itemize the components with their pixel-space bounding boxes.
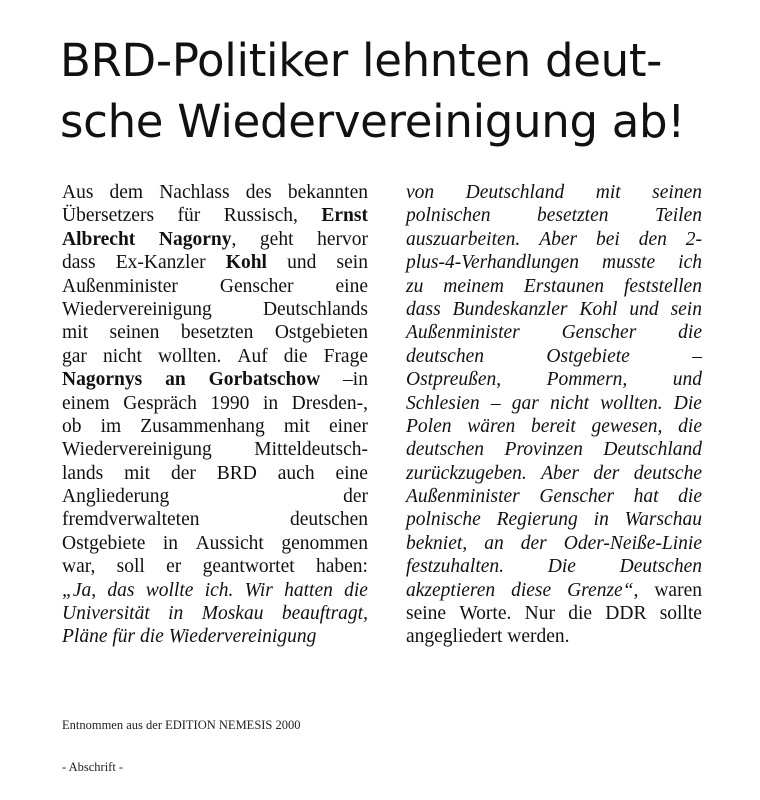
right-column-line: polnischen besetzten Teilen (406, 205, 702, 227)
transcript-note: - Abschrift - (62, 760, 124, 774)
left-column-line: fremdverwalteten deutschen (62, 509, 368, 531)
right-column-line: seine Worte. Nur die DDR sollte (406, 603, 702, 625)
article-column-left (62, 181, 368, 649)
right-column-line: Außenminister Genscher hat die (406, 486, 702, 508)
left-column-line: mit seinen besetzten Ostgebieten (62, 322, 368, 344)
left-column-line: Wiedervereinigung Mitteldeutsch- (62, 439, 368, 461)
right-column-line: Ostpreußen, Pommern, und (406, 369, 702, 391)
left-column-line: Pläne für die Wiedervereinigung (62, 626, 317, 648)
article-column-right (406, 181, 702, 649)
headline-line-1: BRD-Politiker lehnten deut- (60, 34, 663, 87)
left-column-line: Außenminister Genscher eine (62, 275, 368, 297)
left-column-line: Wiedervereinigung Deutschlands (62, 298, 368, 320)
right-column-line: Schlesien – gar nicht wollten. Die (406, 392, 702, 414)
right-column-line: zurückzugeben. Aber der deutsche (406, 462, 702, 484)
right-column-line: deutschen Provinzen Deutschland (406, 439, 702, 461)
left-column-line: Übersetzers für Russisch, Ernst (62, 205, 368, 227)
right-column-line: angegliedert werden. (406, 626, 570, 648)
right-column-line: bekniet, an der Oder-Neiße-Linie (406, 532, 702, 554)
left-column-line: war, soll er geantwortet haben: (62, 556, 368, 578)
headline-line-2: sche Wiedervereinigung ab! (60, 95, 686, 148)
left-column-line: lands mit der BRD auch eine (62, 462, 368, 484)
left-column-line: ob im Zusammenhang mit einer (62, 415, 368, 437)
right-column-line: festzuhalten. Die Deutschen (406, 556, 702, 578)
left-column-line: Albrecht Nagorny, geht hervor (62, 228, 368, 250)
right-column-line: von Deutschland mit seinen (406, 182, 702, 203)
right-column-line: auszuarbeiten. Aber bei den 2- (406, 228, 702, 250)
left-column-line: Universität in Moskau beauftragt, (62, 603, 368, 625)
left-column-line: gar nicht wollten. Auf die Frage (62, 345, 368, 367)
right-column-line: plus-4-Verhandlungen musste ich (406, 252, 702, 274)
right-column-line: akzeptieren diese Grenze“, waren (406, 579, 702, 601)
left-column-line: Aus dem Nachlass des bekannten (62, 182, 368, 203)
left-column-line: Nagornys an Gorbatschow –in (62, 369, 368, 391)
right-column-line: polnische Regierung in Warschau (406, 509, 702, 531)
left-column-line: dass Ex-Kanzler Kohl und sein (62, 252, 368, 274)
right-column-line: Polen wären bereit gewesen, die (406, 415, 702, 437)
headline (60, 30, 720, 152)
right-column-line: dass Bundeskanzler Kohl und sein (406, 298, 702, 320)
left-column-line: „Ja, das wollte ich. Wir hatten die (62, 579, 368, 601)
left-column-line: Ostgebiete in Aussicht genommen (62, 532, 368, 554)
right-column-line: Außenminister Genscher die (406, 322, 702, 344)
left-column-line: Angliederung der (62, 486, 368, 508)
source-note: Entnommen aus der EDITION NEMESIS 2000 (62, 718, 301, 732)
left-column-line: einem Gespräch 1990 in Dresden-, (62, 392, 368, 414)
right-column-line: zu meinem Erstaunen feststellen (406, 275, 702, 297)
right-column-line: deutschen Ostgebiete – (406, 345, 702, 367)
